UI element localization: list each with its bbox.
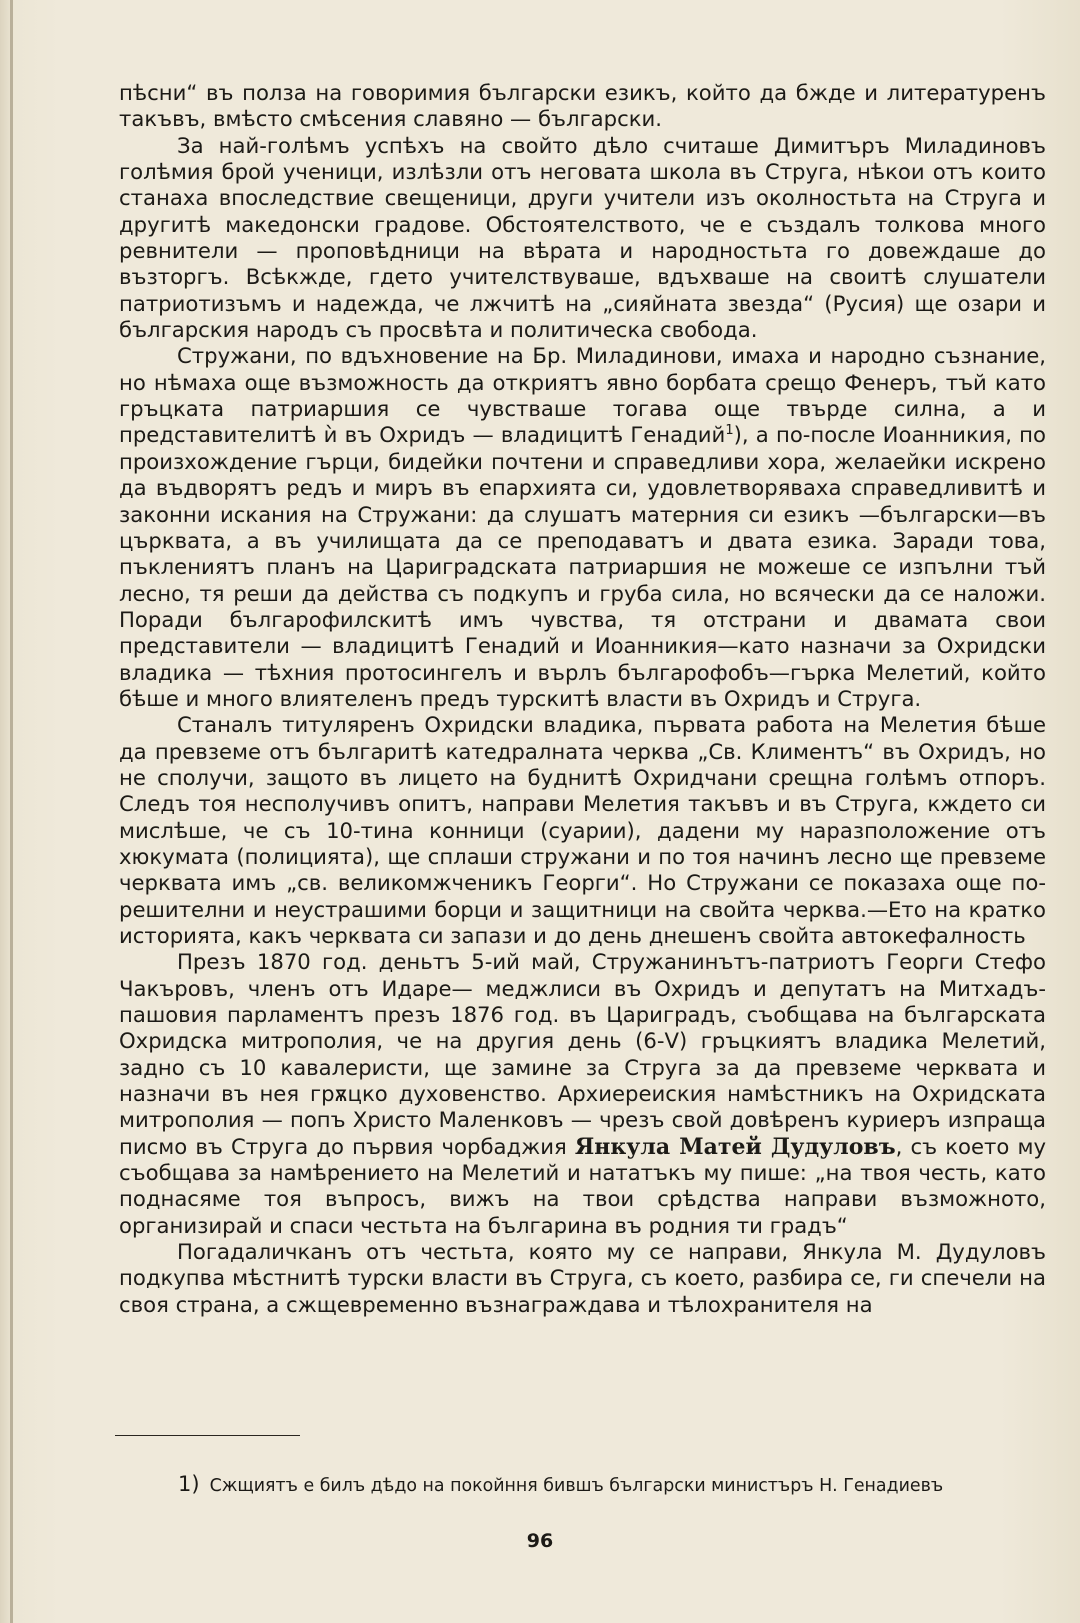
paragraph-5 (119, 949, 1046, 1239)
footnote-text: Сжщиятъ е билъ дѣдо на покойння бившъ български министъръ Н. Генадиевъ (209, 1476, 944, 1496)
body-text (119, 80, 1046, 1318)
paragraph-3-text-b: ), а по-после Иоанникия, по произхождение гърци, бидейки почтени и справедливи хора, желаейки искрено да въдворятъ редъ и миръ въ епархията си, удовлетворяваха справедливитѣ и законни искания на Стружани: да слушатъ матерния си езикъ —български—въ църквата, а въ училищата да се преподаватъ и двата езика. Заради това, пъклениятъ планъ на Цариградската патриаршия не можеше се изпълни тъй лесно, тя реши да действа съ подкупъ и груба сила, но всячески да се наложи. Поради българофилскитѣ имъ чувства, тя отстрани и двамата свои представители — владицитѣ Генадий и Иоанникия—като назначи за Охридски владика — тѣхния протосингелъ и върлъ българофобъ—гърка Мелетий, който бѣше и много влиятеленъ предъ турскитѣ власти въ Охридъ и Струга. (119, 422, 1046, 711)
footnote-divider (115, 1435, 300, 1436)
page-spine-shadow (10, 0, 13, 1623)
paragraph-5-text-a: Презъ 1870 год. деньтъ 5-ий май, Стружанинътъ-патриотъ Георги Стефо Чакъровъ, членъ отъ Идаре— меджлиси въ Охридъ и депутатъ на Митхадъ-пашовия парламентъ презъ 1876 год. въ Цариградъ, съобщава на българската Охридска митрополия, че на другия день (6-V) гръцкиятъ владика Мелетий, задно съ 10 кавалеристи, ще замине за Струга за да превземе черквата и назначи въ нея грѫцко духовенство. Архиереиския намѣстникъ на Охридската митрополия — попъ Христо Маленковъ — чрезъ свой довѣренъ куриеръ изпраща писмо въ Струга до първия чорбаджия (119, 949, 1046, 1159)
paragraph-1-text: пѣсни“ въ полза на говоримия български езикъ, който да бжде и литературенъ такъвъ, вмѣсто смѣсения славяно — български. (119, 80, 1046, 132)
paragraph-4 (119, 712, 1046, 949)
paragraph-4-text: Станалъ титуляренъ Охридски владика, първата работа на Мелетия бѣше да превземе отъ българитѣ катедралната черква „Св. Климентъ“ въ Охридъ, но не сполучи, защото въ лицето на буднитѣ Охридчани срещна голѣмъ отпоръ. Следъ тоя несполучивъ опитъ, направи Мелетия такъвъ и въ Струга, кждето си мислѣше, че съ 10-тина конници (суарии), дадени му наразположение отъ хюкумата (полицията), ще сплаши стружани и по тоя начинъ лесно ще превземе черквата имъ „св. великомжченикъ Георги“. Но Стружани се показаха още по-решителни и неустрашими борци и защитници на свойта черква.—Ето на кратко историята, какъ черквата си запази и до день днешенъ свойта автокефалность (119, 712, 1046, 948)
page-number: 96 (526, 1530, 554, 1552)
paragraph-2-text: За най-голѣмъ успѣхъ на свойто дѣло считаше Димитъръ Миладиновъ голѣмия брой ученици, излѣзли отъ неговата школа въ Струга, нѣкои отъ които станаха впоследствие свещеници, други учители изъ околностьта на Струга и другитѣ македонски градове. Обстоятелството, че е създалъ толкова много ревнители — проповѣдници на вѣрата и народностьта го довеждаше до възторгъ. Всѣкжде, гдето учителствуваше, вдъхваше на своитѣ слушатели патриотизъмъ и надежда, че лжчитѣ на „сияйната звезда“ (Русия) ще озари и българския народъ съ просвѣта и политическа свобода. (119, 132, 1046, 343)
paragraph-3-text-a: Стружани, по вдъхновение на Бр. Миладинови, имаха и народно съзнание, но нѣмаха още възможность да откриятъ явно борбата срещо Фенеръ, тъй като гръцката патриаршия се чувстваше тогава още твърде силна, а и представителитѣ ѝ въ Охридъ — владицитѣ Генадий (119, 343, 1046, 448)
paragraph-6 (119, 1239, 1046, 1318)
footnote-number: 1) (178, 1472, 200, 1496)
paragraph-1 (119, 80, 1046, 133)
footnote (178, 1472, 1058, 1498)
paragraph-3 (119, 343, 1046, 712)
paragraph-5-text-b: , съ което му съобщава за намѣрението на Мелетий и нататъкъ му пише: „на твоя честь, като поднасяме тоя въпросъ, вижъ на твои срѣдства направи възможното, организирай и спаси честьта на българина въ родния ти градъ“ (119, 1133, 1046, 1238)
paragraph-2 (119, 133, 1046, 344)
footnote-reference: 1 (725, 423, 734, 439)
bold-name: Янкула Матей Дудуловъ (574, 1133, 896, 1160)
paragraph-6-text: Погадаличканъ отъ честьта, която му се направи, Янкула М. Дудуловъ подкупва мѣстнитѣ турски власти въ Струга, съ което, разбира се, ги спечели на своя страна, а сжщевременно възнаграждава и тѣлохранителя на (119, 1239, 1046, 1317)
